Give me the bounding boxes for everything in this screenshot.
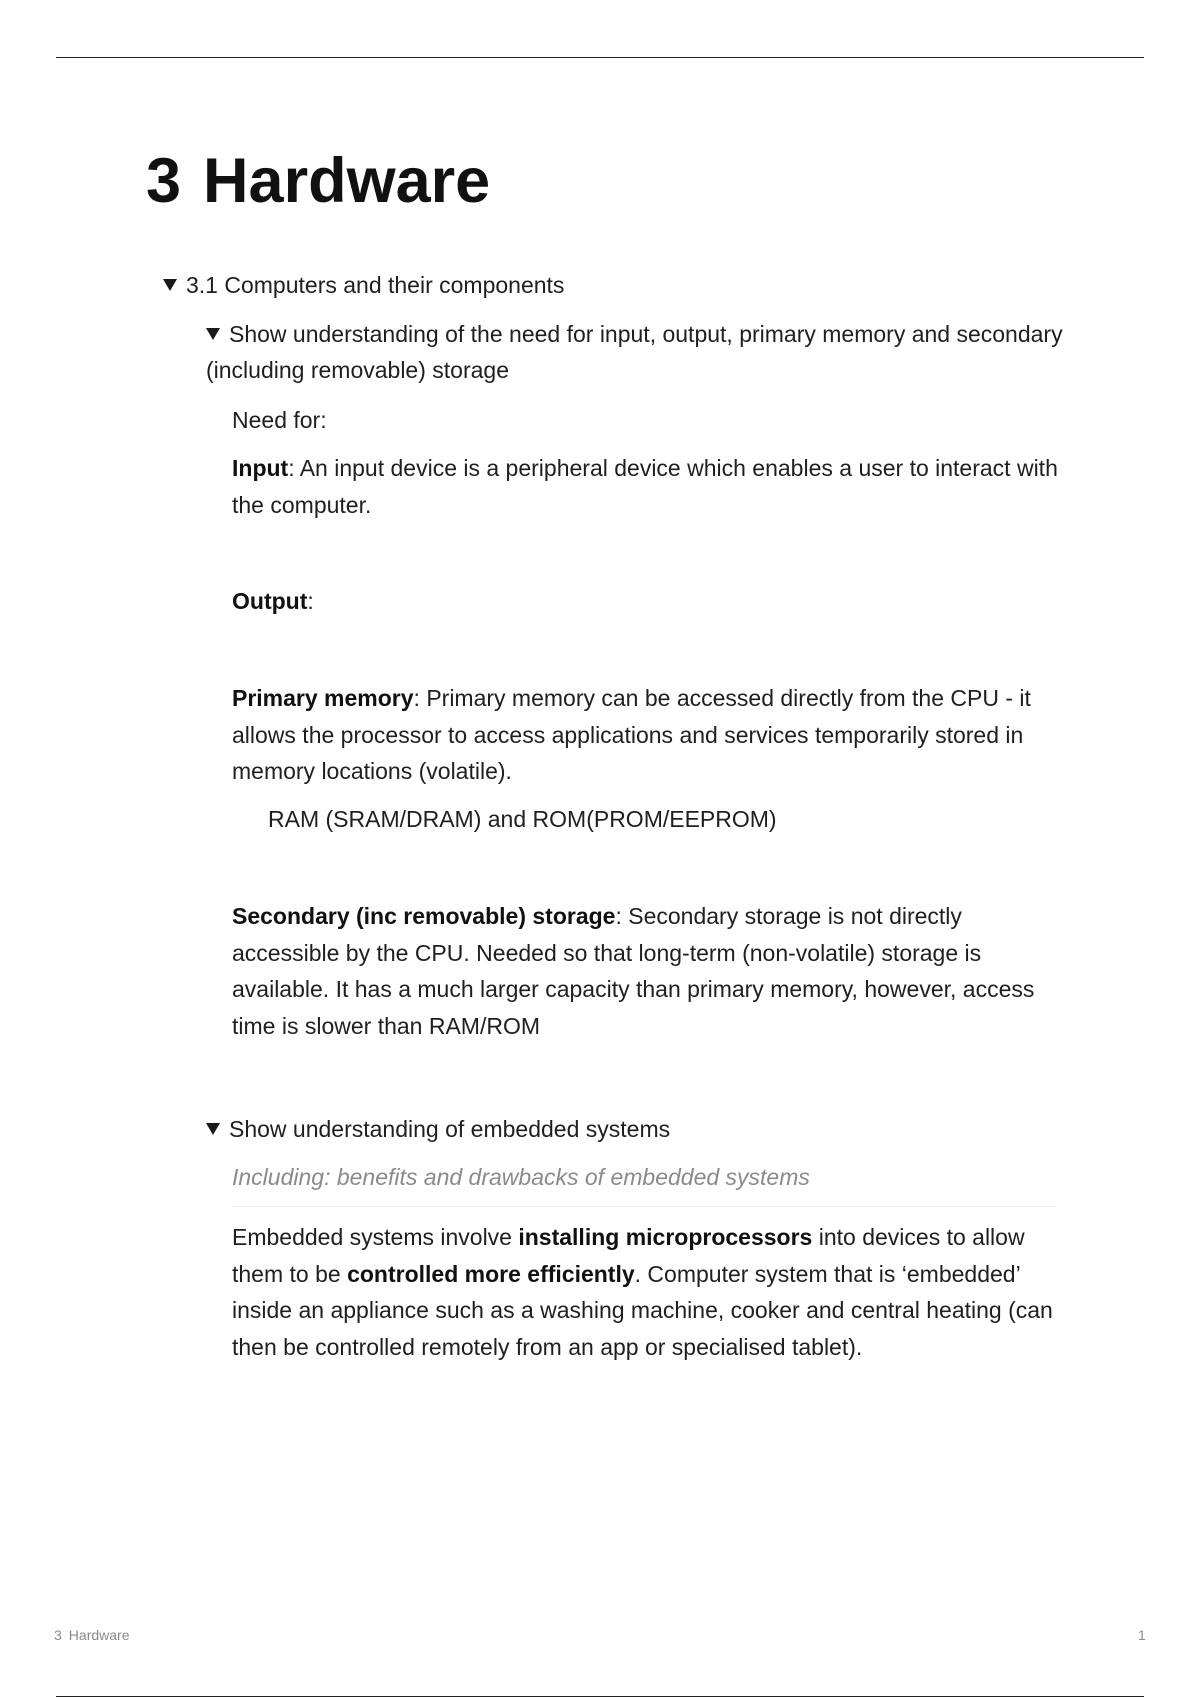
input-label: Input xyxy=(232,455,289,481)
footer-chapter-title: Hardware xyxy=(68,1627,130,1643)
embedded-paragraph xyxy=(232,1219,1068,1365)
primary-memory-paragraph xyxy=(232,680,1068,790)
embedded-callout: Including: benefits and drawbacks of embedded systems xyxy=(232,1164,810,1190)
footer-chapter xyxy=(54,1627,130,1643)
secondary-storage-label: Secondary (inc removable) storage xyxy=(232,903,616,929)
chapter-title: Hardware xyxy=(203,146,491,216)
triangle-down-icon[interactable] xyxy=(206,328,220,340)
toggle-label: Show understanding of embedded systems xyxy=(229,1116,671,1142)
embedded-text-3: . Computer system that is ‘embedded’ inside an appliance such as a washing machine, cooker and central heating (can then be controlled remotely from an app or specialised tablet). xyxy=(232,1260,1053,1360)
toggle-embedded-systems[interactable] xyxy=(206,1111,670,1147)
primary-memory-text: : Primary memory can be accessed directly from the CPU - it allows the processor to access applications and services temporarily stored in memory locations (volatile). xyxy=(232,685,1031,784)
toggle-label: Show understanding of the need for input, output, primary memory and secondary (including removable) storage xyxy=(206,321,1063,383)
page-title xyxy=(146,143,490,219)
embedded-text-1: Embedded systems involve xyxy=(232,1224,519,1250)
output-paragraph xyxy=(232,583,1068,620)
output-label: Output xyxy=(232,588,308,614)
footer-chapter-number: 3 xyxy=(54,1627,62,1643)
embedded-bold-2: controlled more efficiently xyxy=(347,1260,635,1287)
toggle-computers-components[interactable] xyxy=(163,267,564,303)
ram-rom-text: RAM (SRAM/DRAM) and ROM(PROM/EEPROM) xyxy=(268,806,777,832)
chapter-number: 3 xyxy=(146,146,182,216)
primary-memory-label: Primary memory xyxy=(232,685,414,711)
secondary-storage-text: : Secondary storage is not directly accessible by the CPU. Needed so that long-term (non-volatile) storage is available. It has a much larger capacity than primary memory, however, access time is slower than RAM/ROM xyxy=(232,903,1035,1039)
triangle-down-icon[interactable] xyxy=(206,1123,220,1135)
bottom-rule xyxy=(56,1696,1144,1697)
output-text: : xyxy=(307,588,314,614)
need-for-text: Need for: xyxy=(232,407,327,433)
toggle-label: 3.1 Computers and their components xyxy=(186,272,565,298)
divider xyxy=(232,1206,1056,1207)
toggle-need-for-io-storage[interactable] xyxy=(206,316,1066,388)
embedded-text-2: into devices to allow them to be xyxy=(232,1224,1025,1287)
secondary-storage-paragraph xyxy=(232,898,1068,1044)
top-rule xyxy=(56,57,1144,58)
input-text: : An input device is a peripheral device which enables a user to interact with the computer. xyxy=(232,455,1058,518)
embedded-bold-1: installing microprocessors xyxy=(518,1224,813,1250)
triangle-down-icon[interactable] xyxy=(163,279,177,291)
input-paragraph xyxy=(232,450,1068,523)
page-number: 1 xyxy=(1138,1627,1146,1643)
